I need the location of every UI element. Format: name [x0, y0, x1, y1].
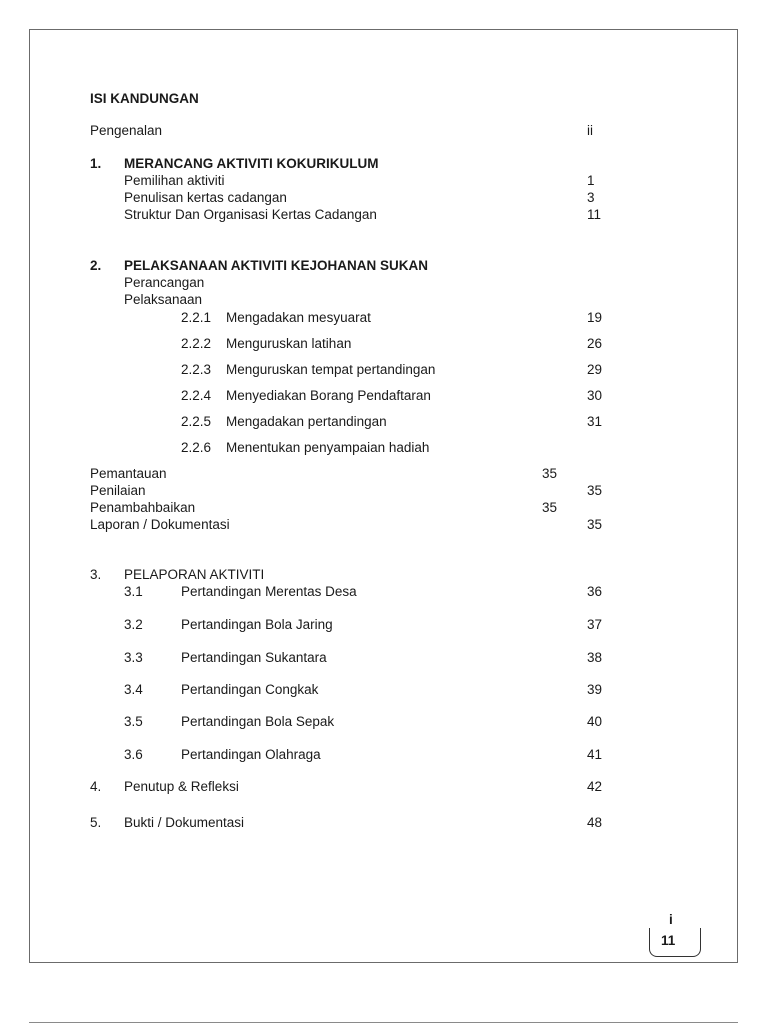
page-number: 11 — [661, 933, 676, 948]
section3-item-number: 3.1 — [124, 584, 143, 599]
section3-item-number: 3.4 — [124, 682, 143, 697]
section4-number: 4. — [90, 779, 102, 794]
section2-item-number: 2.2.2 — [181, 336, 212, 351]
section2-extra-label: Pemantauan — [90, 466, 167, 481]
section3-item-page: 36 — [587, 584, 603, 599]
section2-item-label: Mengadakan pertandingan — [226, 414, 387, 429]
section2-item-number: 2.2.4 — [181, 388, 212, 403]
section3-item-label: Pertandingan Sukantara — [181, 650, 327, 665]
section3-item-number: 3.2 — [124, 617, 143, 632]
section2-extra-label: Laporan / Dokumentasi — [90, 517, 230, 532]
section2-extra-page: 35 — [587, 517, 603, 532]
section3-item-page: 38 — [587, 650, 603, 665]
section2-heading: PELAKSANAAN AKTIVITI KEJOHANAN SUKAN — [124, 258, 429, 273]
section3-item-label: Pertandingan Olahraga — [181, 747, 321, 762]
section1-item-page: 11 — [587, 207, 602, 222]
section3-item-label: Pertandingan Bola Sepak — [181, 714, 335, 729]
section2-extra-page: 35 — [542, 500, 558, 515]
toc-title: ISI KANDUNGAN — [90, 91, 199, 106]
section2-item-number: 2.2.5 — [181, 414, 212, 429]
section3-item-page: 41 — [587, 747, 603, 762]
section1-item-page: 1 — [587, 173, 595, 188]
section1-heading: MERANCANG AKTIVITI KOKURIKULUM — [124, 156, 379, 171]
section4-page: 42 — [587, 779, 603, 794]
intro-page: ii — [587, 123, 593, 138]
section3-item-page: 39 — [587, 682, 603, 697]
section2-extra-label: Penilaian — [90, 483, 146, 498]
section3-item-number: 3.5 — [124, 714, 143, 729]
section2-item-page: 29 — [587, 362, 603, 377]
section2-item-label: Menentukan penyampaian hadiah — [226, 440, 430, 455]
section3-item-label: Pertandingan Congkak — [181, 682, 319, 697]
section1-item-page: 3 — [587, 190, 595, 205]
section2-sub-label: Pelaksanaan — [124, 292, 203, 307]
section1-item-label: Pemilihan aktiviti — [124, 173, 225, 188]
section3-item-number: 3.6 — [124, 747, 143, 762]
section2-number: 2. — [90, 258, 102, 273]
section2-item-page: 19 — [587, 310, 603, 325]
section2-item-number: 2.2.6 — [181, 440, 212, 455]
intro-label: Pengenalan — [90, 123, 163, 138]
section2-extra-page: 35 — [542, 466, 558, 481]
page-roman-numeral: i — [669, 912, 673, 927]
bottom-rule — [29, 1022, 738, 1023]
section2-item-label: Menguruskan tempat pertandingan — [226, 362, 436, 377]
section3-item-number: 3.3 — [124, 650, 143, 665]
section2-item-label: Mengadakan mesyuarat — [226, 310, 371, 325]
section1-item-label: Penulisan kertas cadangan — [124, 190, 287, 205]
section2-item-page: 31 — [587, 414, 603, 429]
section2-item-number: 2.2.3 — [181, 362, 212, 377]
section2-item-label: Menguruskan latihan — [226, 336, 352, 351]
section5-label: Bukti / Dokumentasi — [124, 815, 245, 830]
section3-number: 3. — [90, 567, 102, 582]
section5-page: 48 — [587, 815, 603, 830]
section4-label: Penutup & Refleksi — [124, 779, 239, 794]
section3-item-label: Pertandingan Merentas Desa — [181, 584, 357, 599]
section5-number: 5. — [90, 815, 102, 830]
section2-item-number: 2.2.1 — [181, 310, 212, 325]
section2-sub-label: Perancangan — [124, 275, 205, 290]
section2-item-page: 30 — [587, 388, 603, 403]
section3-item-page: 40 — [587, 714, 603, 729]
section2-item-page: 26 — [587, 336, 603, 351]
section1-item-label: Struktur Dan Organisasi Kertas Cadangan — [124, 207, 377, 222]
section2-extra-page: 35 — [587, 483, 603, 498]
section2-extra-label: Penambahbaikan — [90, 500, 196, 515]
section2-item-label: Menyediakan Borang Pendaftaran — [226, 388, 431, 403]
section3-item-label: Pertandingan Bola Jaring — [181, 617, 333, 632]
section3-item-page: 37 — [587, 617, 603, 632]
section3-heading: PELAPORAN AKTIVITI — [124, 567, 265, 582]
section1-number: 1. — [90, 156, 102, 171]
